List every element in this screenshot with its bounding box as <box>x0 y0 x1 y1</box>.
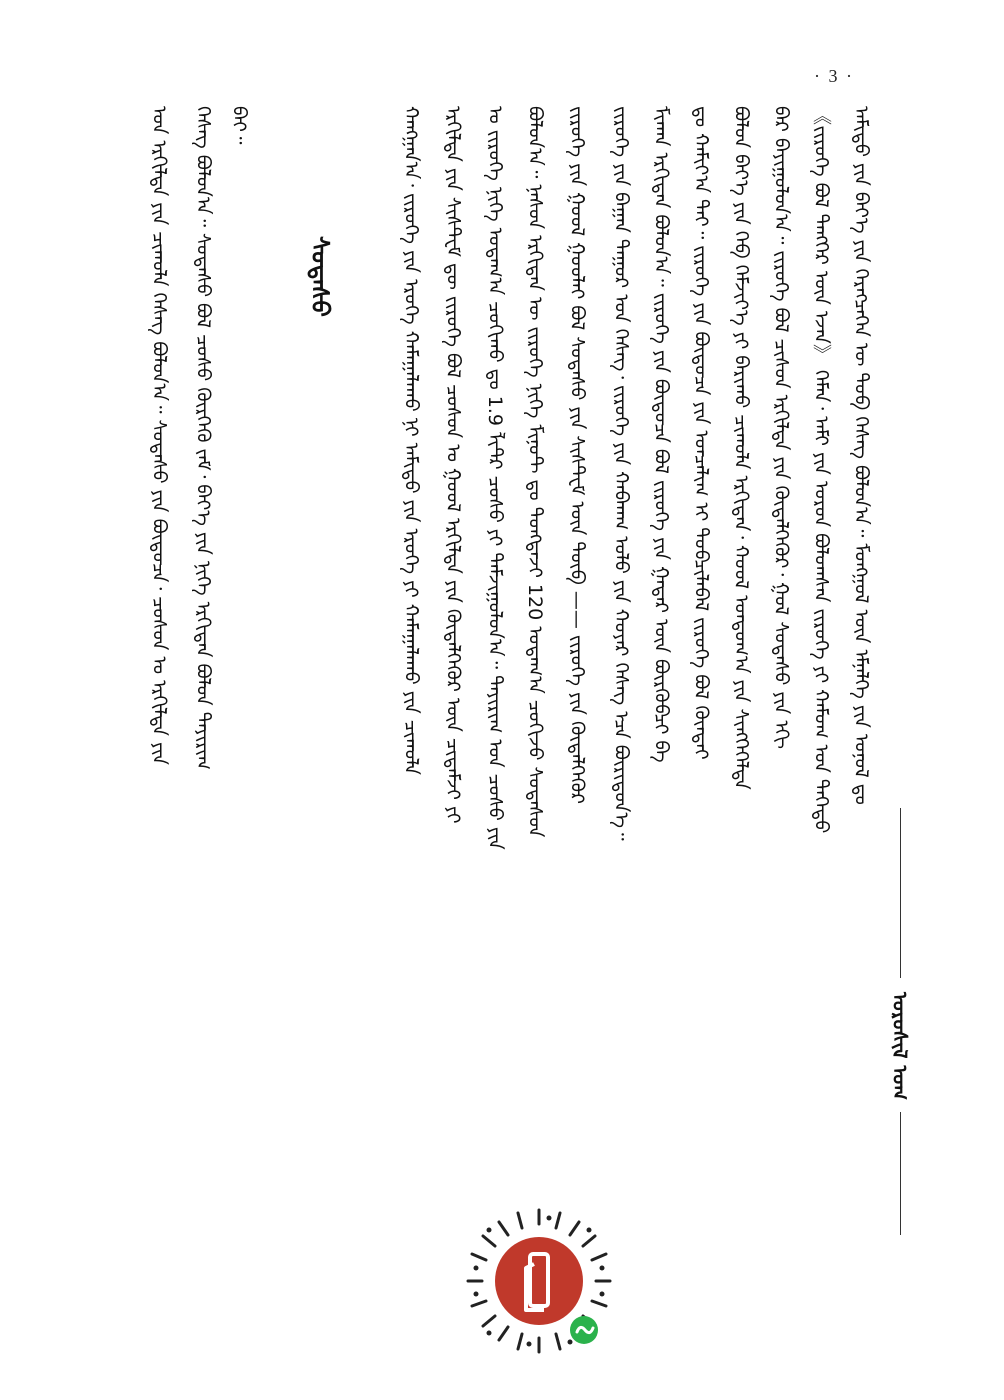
header-rule-top <box>900 808 901 978</box>
text-column: ᠬᠠᠩᠭᠠᠨ᠎ᠠ᠂ ᠵᠢᠷᠦᠬᠡ ᠶᠢᠨ ᠡᠷᠦᠬᠡ ᠬᠠᠮᠠᠭᠠᠯᠠᠬᠤ ᠨᠢ ᠠᠮᠢᠳᠤ ᠶᠢᠨ ᠡᠷᠦᠬᠡ ᠶᠢ ᠬᠠᠮᠠᠭᠠᠯᠠᠬᠤ ᠶᠢᠨ ᠴᠢᠬᠤᠯᠠ <box>400 106 422 775</box>
header-rule-bottom <box>900 1112 901 1235</box>
text-column: ᠠᠮᠢᠳᠤ ᠶᠢᠨ ᠪᠡᠶ᠎ᠡ ᠶᠢᠨ ᠬᠡᠷᠡᠭᠴᠡᠭᠡᠨ ᠦ ᠲᠣᠪ ᠬᠡᠰᠡᠭ ᠪᠣᠯᠣᠨ᠎ᠠ᠃ ᠮᠣᠩᠭᠣᠯ ᠦᠨ ᠡᠮᠨᠡᠯᠭᠡ ᠶᠢᠨ ᠣᠨᠣᠯ ᠳᠤ <box>850 106 872 805</box>
text-column: ᠵᠢᠷᠦᠬᠡ ᠶᠢᠨ ᠪᠠᠭᠠᠨ ᠳᠠᠭᠤᠷ ᠤᠨ ᠬᠡᠰᠡᠭ᠂ ᠵᠢᠷᠦᠬᠡ ᠶᠢᠨ ᠬᠠᠪᠬᠠᠭ ᠤᠯᠤ ᠶᠢᠨ ᠬᠣᠶᠠᠷ ᠬᠡᠰᠡᠭ ᠡᠴᠡ ᠪᠦᠷᠢᠳᠦᠨ᠎ᠡ᠃ <box>610 106 632 841</box>
text-column: ᠬᠡᠰᠡᠭ ᠪᠣᠯᠤᠨ᠎ᠠ᠃ ᠰᠤᠳᠠᠰᠤ ᠪᠣᠯ ᠴᠤᠰᠤ ᠬᠦᠷᠭᠡᠬᠦ ᠵᠠᠮ᠂ ᠪᠡᠶ᠎ᠡ ᠶᠢᠨ ᠨᠢᠭᠡ ᠡᠷᠬᠢᠲᠡᠨ ᠪᠣᠯᠤᠨ ᠳᠠᠶᠢᠷᠢᠭ <box>192 106 214 770</box>
text-column: ᠤ ᠵᠢᠷᠦᠬᠡ ᠨᠢᠭᠡ ᠤᠳᠠᠭ᠎ᠠ ᠴᠣᠬᠢᠬᠤ ᠳᠤ 1.9 ᠯᠢᠲ᠋ᠷ ᠴᠤᠰᠤ ᠶᠢ ᠳᠠᠮᠵᠢᠭᠤᠯᠤᠨ᠎ᠠ᠃ ᠳᠠᠶᠢᠷᠢᠭ ᠤᠨ ᠴᠤᠰᠤ ᠶᠢᠨ <box>484 106 506 850</box>
text-column: ᠡᠷᠭᠢᠯᠲᠡ ᠶᠢᠨ ᠰᠢᠰᠲᠧᠮ ᠳᠦ ᠵᠢᠷᠦᠬᠡ ᠪᠣᠯ ᠴᠤᠰᠤᠨ ᠤ ᠭᠣᠣᠯ ᠡᠷᠭᠢᠯᠲᠡ ᠶᠢᠨ ᠬᠥᠳᠡᠯᠭᠡᠭᠦᠷ ᠦᠨ ᠴᠢᠳᠠᠮᠵᠢ ᠶᠢ <box>442 106 464 824</box>
text-column: ᠪᠡᠷ ᠪᠠᠶᠢᠭᠤᠯᠤᠨ᠎ᠠ᠃ ᠵᠢᠷᠦᠬᠡ ᠪᠣᠯ ᠴᠢᠰᠤᠨ ᠡᠷᠭᠢᠯᠲᠡ ᠶᠢᠨ ᠬᠥᠳᠡᠯᠭᠡᠭᠦᠷ᠂ ᠭᠣᠯ ᠰᠤᠳᠠᠰᠤ ᠶᠢᠨ ᠡᠬᠢ <box>770 106 792 749</box>
text-column: ᠪᠣᠯᠤᠨ ᠪᠡᠶ᠎ᠡ ᠶᠢᠨ ᠬᠡᠪ ᠬᠡᠮᠵᠢᠶ᠎ᠡ ᠶᠢ ᠪᠠᠷᠢᠬᠤ ᠴᠢᠬᠤᠯᠠ ᠡᠷᠬᠢᠲᠡᠨ᠂ ᠬᠣᠣᠯ ᠤᠨᠳᠤᠭ᠎ᠠ ᠶᠢᠨ ᠰᠢᠩᠭᠡᠭᠡᠯᠲᠡ <box>730 106 752 790</box>
mini-program-qr-code-icon <box>464 1206 614 1356</box>
ending-text: ᠪᠠᠶ᠃ <box>228 106 250 145</box>
section-heading: ᠰᠤᠳᠠᠰᠤ <box>306 236 334 317</box>
text-column: ᠤᠨ ᠡᠷᠭᠢᠯᠲᠡ ᠶᠢᠨ ᠴᠢᠬᠤᠯᠠ ᠬᠡᠰᠡᠭ ᠪᠣᠯᠤᠨ᠎ᠠ᠃ ᠰᠤᠳᠠᠰᠤ ᠶᠢᠨ ᠪᠦᠲᠦᠴᠡ᠂ ᠴᠤᠰᠤᠨ ᠤ ᠡᠷᠭᠢᠯᠲᠡ ᠶᠢᠨ <box>148 106 170 765</box>
page-number: · 3 · <box>814 66 854 86</box>
text-column: 《ᠵᠢᠷᠦᠬᠡ ᠪᠣᠯ ᠲᠡᠩᠭᠡᠷ ᠦᠨ ᠡᠵᠡᠨ》 ᠬᠡᠮᠡᠨ᠂ ᠠᠮᠢ ᠶᠢᠨ ᠣᠷᠣᠨ ᠪᠣᠯᠤᠭᠰᠠᠨ ᠵᠢᠷᠦᠬᠡ ᠶᠢ ᠬᠠᠮᠤᠭ ᠤᠨ ᠳᠡᠭᠡᠳᠦ <box>810 106 832 834</box>
text-column: ᠮᠢᠬᠠᠨ ᠡᠷᠬᠢᠲᠡᠨ ᠪᠣᠯᠤᠨ᠎ᠠ᠃ ᠵᠢᠷᠦᠬᠡ ᠶᠢᠨ ᠪᠦᠲᠦᠴᠡ ᠪᠣᠯ ᠵᠢᠷᠦᠬᠡ ᠶᠢᠨ ᠭᠠᠳᠠᠷ ᠦᠨ ᠪᠦᠷᠬᠦᠪᠴᠢ ᠪᠠ <box>650 106 672 763</box>
text-column: ᠪᠣᠯᠤᠨ᠎ᠠ᠃ ᠨᠠᠰᠤᠨ ᠡᠷᠬᠢᠲᠡᠨ ᠦ ᠵᠢᠷᠦᠬᠡ ᠨᠢᠭᠡ ᠮᠢᠨᠦᠲ ᠳᠤ ᠳᠤᠩᠳᠠᠵᠢ 120 ᠤᠳᠠᠭ᠎ᠠ ᠴᠣᠬᠢᠵᠤ ᠰᠤᠳᠠᠰᠤᠨ <box>524 106 546 838</box>
text-column: ᠵᠢᠷᠦᠬᠡ ᠶᠢᠨ ᠭᠣᠣᠯ ᠭᠣᠣᠯᠠᠢ ᠪᠣᠯ ᠰᠤᠳᠠᠰᠤ ᠶᠢᠨ ᠰᠢᠰᠲᠧᠮ ᠦᠨ ᠲᠥᠪ —— ᠵᠢᠷᠦᠬᠡ ᠶᠢᠨ ᠬᠥᠳᠡᠯᠭᠡᠭᠦᠷ <box>566 106 588 805</box>
header-title: ᠣᠷᠣᠰᠢᠯ ᠤᠭ <box>888 991 912 1100</box>
text-column: ᠳᠤ ᠬᠠᠮᠢᠶ᠎ᠠ ᠲᠠᠢ᠃ ᠵᠢᠷᠦᠬᠡ ᠶᠢᠨ ᠪᠦᠲᠦᠴᠡ ᠶᠢᠨ ᠣᠨᠴᠠᠯᠢᠭ ᠢ ᠲᠣᠪᠴᠢᠯᠠᠪᠠᠯ ᠵᠢᠷᠦᠬᠡ ᠪᠣᠯ ᠬᠥᠨᠳᠡᠢ <box>690 106 712 760</box>
